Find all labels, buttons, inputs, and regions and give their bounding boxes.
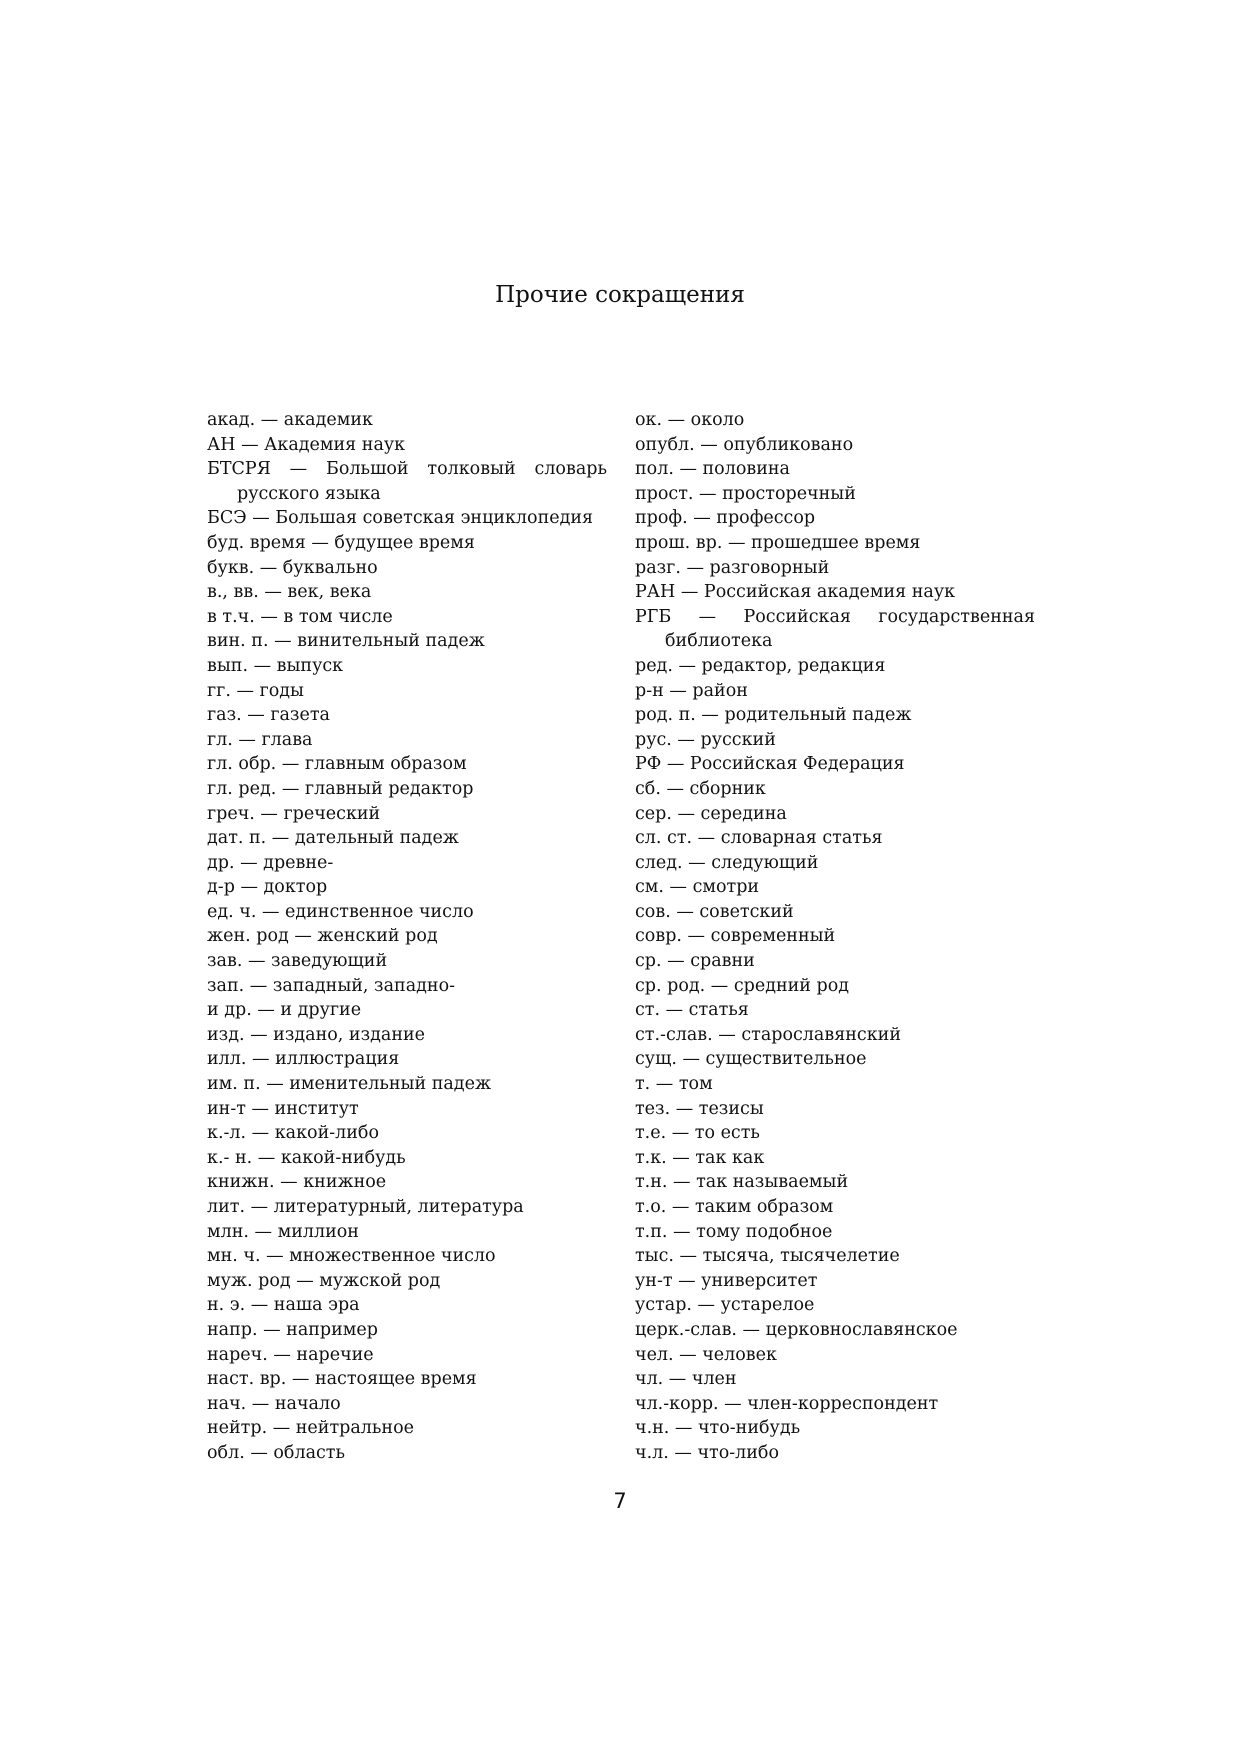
abbreviation-entry: т.н. — так называемый <box>635 1172 849 1193</box>
abbreviation-entry: т. — том <box>635 1074 713 1095</box>
abbreviation-entry: нач. — начало <box>207 1393 341 1414</box>
abbreviation-entry: т.к. — так как <box>635 1147 765 1168</box>
abbreviation-entry: т.п. — тому подобное <box>635 1221 833 1242</box>
abbreviation-entry: ср. — сравни <box>635 951 755 972</box>
abbreviation-entry: чел. — человек <box>635 1344 777 1365</box>
abbreviation-entry: церк.-слав. — церковнославянское <box>635 1319 958 1340</box>
abbreviation-entry: изд. — издано, издание <box>207 1024 426 1045</box>
abbreviation-entry: греч. — греческий <box>207 803 381 824</box>
abbreviation-entry: газ. — газета <box>207 705 330 726</box>
abbreviation-entry: ок. — около <box>635 410 745 430</box>
abbreviation-entry: след. — следующий <box>635 852 819 873</box>
abbreviation-entry: БСЭ — Большая советская энциклопедия <box>207 508 594 529</box>
abbreviation-entry: млн. — миллион <box>207 1221 359 1242</box>
abbreviation-entry: к.-л. — какой-либо <box>207 1123 379 1144</box>
abbreviation-entry: илл. — иллюстрация <box>207 1049 400 1070</box>
abbreviation-entry: мн. ч. — множественное число <box>207 1246 496 1267</box>
abbreviation-entry: нареч. — наречие <box>207 1344 374 1365</box>
page-title: Прочие сокращения <box>495 282 745 308</box>
abbreviation-entry: к.- н. — какой-нибудь <box>207 1147 406 1168</box>
abbreviation-entry: сущ. — существительное <box>635 1049 867 1070</box>
abbreviation-entry: н. э. — наша эра <box>207 1295 360 1316</box>
abbreviation-entry: род. п. — родительный падеж <box>635 705 912 726</box>
abbreviation-entry: пол. — половина <box>635 459 790 480</box>
abbreviation-entry: БТСРЯ — Большой толковый словарь русского языка <box>207 459 607 504</box>
abbreviation-entry: т.е. — то есть <box>635 1123 760 1144</box>
abbreviation-entry: жен. род — женский род <box>207 926 438 947</box>
abbreviation-entry: проф. — профессор <box>635 508 816 529</box>
abbreviation-entry: РАН — Российская академия наук <box>635 582 956 603</box>
abbreviation-entry: сл. ст. — словарная статья <box>635 828 883 849</box>
abbreviation-entry: АН — Академия наук <box>207 434 406 455</box>
abbreviation-entry: сов. — советский <box>635 901 794 922</box>
abbreviation-entry: и др. — и другие <box>207 1000 362 1021</box>
abbreviation-entry: разг. — разговорный <box>635 557 830 578</box>
abbreviation-entry: ун-т — университет <box>635 1270 818 1291</box>
abbreviation-entry: т.о. — таким образом <box>635 1197 834 1217</box>
abbreviation-entry: книжн. — книжное <box>207 1172 387 1193</box>
abbreviation-entry: наст. вр. — настоящее время <box>207 1369 477 1390</box>
abbreviation-entry: гл. ред. — главный редактор <box>207 778 474 799</box>
abbreviation-entry: см. — смотри <box>635 877 760 898</box>
abbreviations-right-column <box>635 408 1035 1466</box>
abbreviation-entry: дат. п. — дательный падеж <box>207 828 459 849</box>
abbreviation-entry: д-р — доктор <box>207 877 328 898</box>
abbreviation-entry: ин-т — институт <box>207 1098 359 1119</box>
abbreviation-entry: устар. — устарелое <box>635 1295 815 1316</box>
abbreviation-entry: лит. — литературный, литература <box>207 1197 524 1217</box>
abbreviation-entry: опубл. — опубликовано <box>635 434 854 455</box>
abbreviation-entry: зав. — заведующий <box>207 951 388 972</box>
abbreviation-entry: в т.ч. — в том числе <box>207 606 393 627</box>
abbreviation-entry: РГБ — Российская государственная библиотека <box>635 606 1035 652</box>
abbreviation-entry: прост. — просторечный <box>635 483 856 504</box>
abbreviation-entry: сб. — сборник <box>635 778 766 799</box>
abbreviation-entry: ст.-слав. — старославянский <box>635 1024 901 1045</box>
abbreviation-entry: чл.-корр. — член-корреспондент <box>635 1393 939 1414</box>
abbreviation-entry: тез. — тезисы <box>635 1098 764 1119</box>
abbreviation-entry: муж. род — мужской род <box>207 1270 441 1291</box>
abbreviation-entry: напр. — например <box>207 1319 378 1340</box>
abbreviation-entry: совр. — современный <box>635 926 836 947</box>
abbreviation-entry: зап. — западный, западно- <box>207 975 456 996</box>
abbreviation-entry: им. п. — именительный падеж <box>207 1074 492 1095</box>
abbreviation-entry: сер. — середина <box>635 803 787 824</box>
abbreviation-entry: р-н — район <box>635 680 748 701</box>
abbreviation-entry: гл. — глава <box>207 729 313 750</box>
abbreviation-entry: ст. — статья <box>635 1000 749 1021</box>
abbreviation-entry: гг. — годы <box>207 680 304 701</box>
abbreviation-entry: нейтр. — нейтральное <box>207 1418 414 1439</box>
abbreviation-entry: в., вв. — век, века <box>207 582 372 603</box>
abbreviation-entry: др. — древне- <box>207 852 334 873</box>
abbreviation-entry: акад. — академик <box>207 410 373 430</box>
abbreviation-entry: прош. вр. — прошедшее время <box>635 532 921 553</box>
abbreviation-entry: ч.н. — что-нибудь <box>635 1418 801 1439</box>
abbreviation-entry: вин. п. — винительный падеж <box>207 631 485 652</box>
abbreviation-entry: букв. — буквально <box>207 557 378 578</box>
abbreviation-entry: буд. время — будущее время <box>207 532 475 553</box>
abbreviations-left-column <box>207 408 607 1466</box>
abbreviation-entry: чл. — член <box>635 1369 737 1390</box>
abbreviation-entry: тыс. — тысяча, тысячелетие <box>635 1246 900 1267</box>
abbreviation-entry: гл. обр. — главным образом <box>207 754 467 775</box>
abbreviation-entry: ред. — редактор, редакция <box>635 655 886 676</box>
abbreviation-entry: ср. род. — средний род <box>635 975 850 996</box>
abbreviation-entry: обл. — область <box>207 1442 346 1463</box>
abbreviation-entry: рус. — русский <box>635 729 776 750</box>
page-number: 7 <box>613 1489 627 1513</box>
abbreviation-entry: вып. — выпуск <box>207 655 344 676</box>
abbreviation-entry: ч.л. — что-либо <box>635 1442 779 1463</box>
abbreviation-entry: ед. ч. — единственное число <box>207 901 474 922</box>
abbreviation-entry: РФ — Российская Федерация <box>635 754 905 775</box>
